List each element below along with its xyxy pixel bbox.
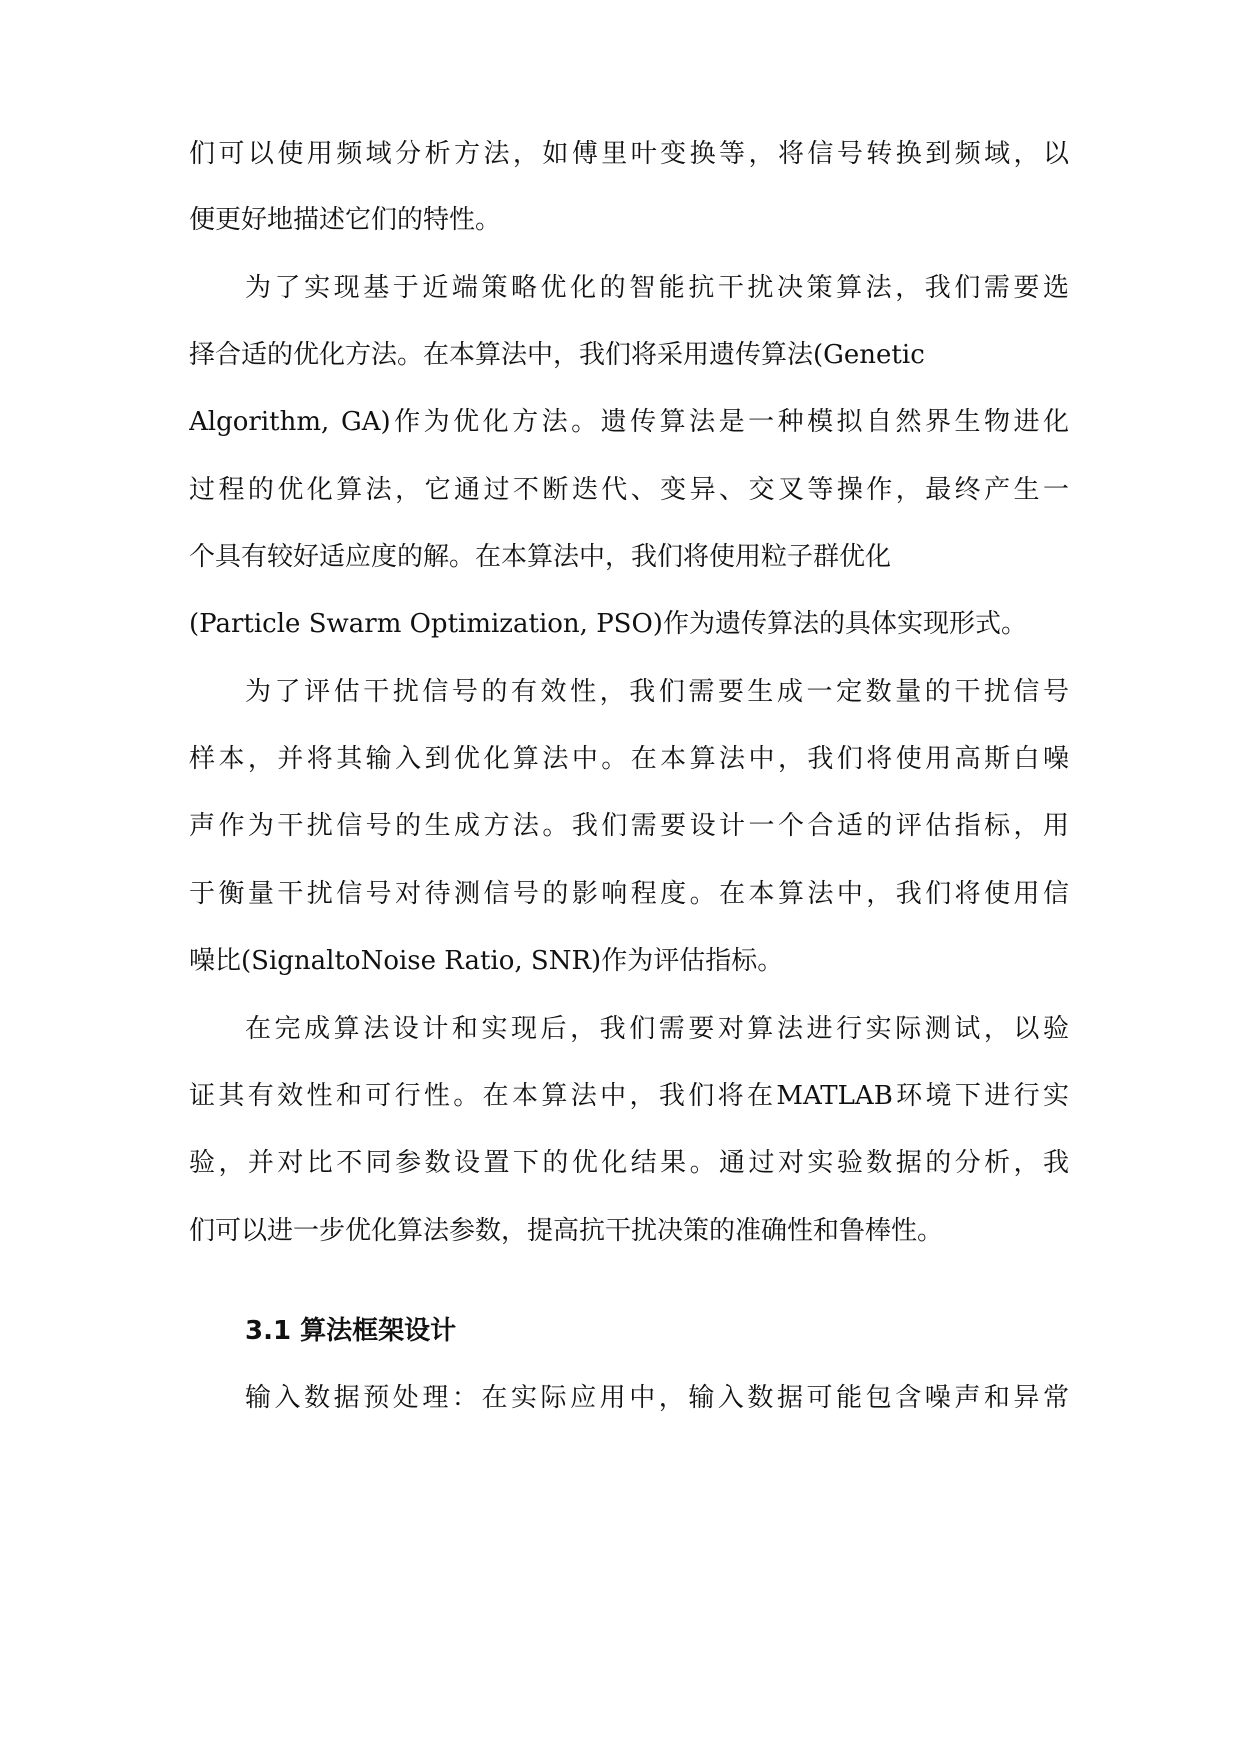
text-line: 于衡量干扰信号对待测信号的影响程度。在本算法中，我们将使用信 [189,879,1069,909]
text-line: 便更好地描述它们的特性。 [189,205,502,235]
text-line: 们可以使用频域分析方法，如傅里叶变换等，将信号转换到频域，以 [189,139,1069,169]
text-line: 证其有效性和可行性。在本算法中，我们将在MATLAB环境下进行实 [189,1081,1069,1111]
text-line: 过程的优化算法，它通过不断迭代、变异、交叉等操作，最终产生一 [189,475,1069,505]
text-line: Algorithm, GA)作为优化方法。遗传算法是一种模拟自然界生物进化 [189,407,1069,437]
text-line: 择合适的优化方法。在本算法中，我们将采用遗传算法(Genetic [189,340,925,370]
text-line: 输入数据预处理：在实际应用中，输入数据可能包含噪声和异常 [245,1383,1069,1413]
section-heading: 3.1 算法框架设计 [245,1316,457,1346]
text-line: 个具有较好适应度的解。在本算法中，我们将使用粒子群优化 [189,542,892,572]
text-line: 在完成算法设计和实现后，我们需要对算法进行实际测试，以验 [245,1014,1069,1044]
text-line: 样本，并将其输入到优化算法中。在本算法中，我们将使用高斯白噪 [189,744,1069,774]
text-line: 们可以进一步优化算法参数，提高抗干扰决策的准确性和鲁棒性。 [189,1216,944,1246]
text-line: 验，并对比不同参数设置下的优化结果。通过对实验数据的分析，我 [189,1148,1069,1178]
text-line: 声作为干扰信号的生成方法。我们需要设计一个合适的评估指标，用 [189,811,1069,841]
text-line: 噪比(SignaltoNoise Ratio, SNR)作为评估指标。 [189,946,784,976]
text-line: 为了实现基于近端策略优化的智能抗干扰决策算法，我们需要选 [245,273,1069,303]
text-line: 为了评估干扰信号的有效性，我们需要生成一定数量的干扰信号 [245,677,1069,707]
text-line: (Particle Swarm Optimization, PSO)作为遗传算法的具体实现形式。 [189,609,1027,639]
